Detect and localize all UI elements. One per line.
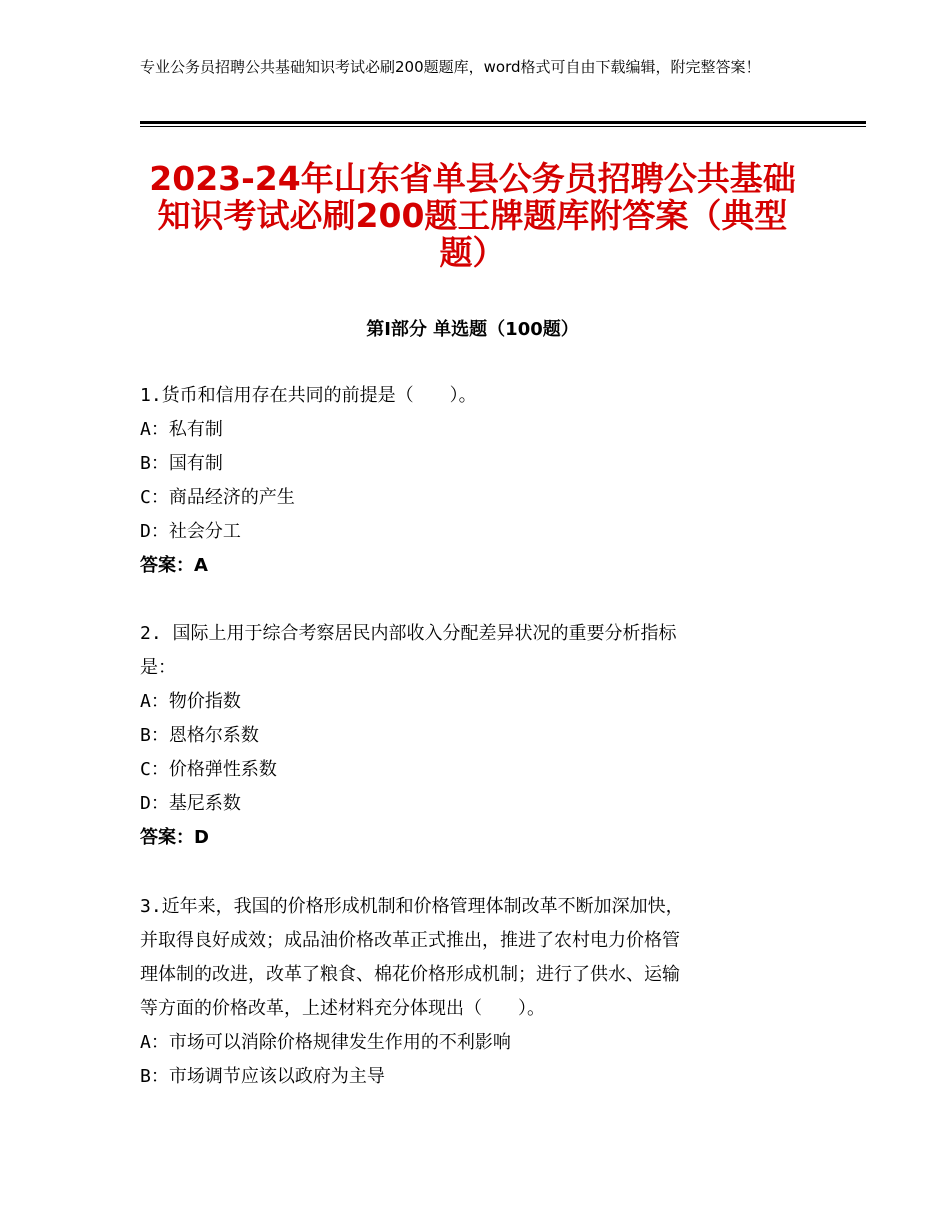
option-d: D：基尼系数 [140,793,241,814]
option-c: C：价格弹性系数 [140,759,277,780]
question-text-cont: 理体制的改进，改革了粮食、棉花价格形成机制；进行了供水、运输 [140,964,680,985]
question-text: 2. 国际上用于综合考察居民内部收入分配差异状况的重要分析指标 [140,623,677,644]
option-a: A：私有制 [140,419,223,440]
question-3 [140,890,805,1094]
document-title: 2023-24年山东省单县公务员招聘公共基础知识考试必刷200题王牌题库附答案（典型题） [149,159,796,272]
option-d: D：社会分工 [140,521,241,542]
question-text-cont: 等方面的价格改革，上述材料充分体现出（ ）。 [140,998,545,1019]
question-text: 3.近年来，我国的价格形成机制和价格管理体制改革不断加深加快， [140,896,684,917]
option-b: B：市场调节应该以政府为主导 [140,1066,385,1087]
question-text: 1.货币和信用存在共同的前提是（ ）。 [140,385,477,406]
question-1 [140,379,805,583]
section-title: 第Ⅰ部分 单选题（100题） [366,319,579,340]
option-b: B：恩格尔系数 [140,725,259,746]
option-b: B：国有制 [140,453,223,474]
option-a: A：市场可以消除价格规律发生作用的不利影响 [140,1032,511,1053]
question-text-cont: 并取得良好成效；成品油价格改革正式推出，推进了农村电力价格管 [140,930,680,951]
question-2 [140,617,805,855]
answer: 答案：D [140,827,209,848]
header-rule-thick [140,121,866,124]
question-text-cont: 是： [140,657,176,678]
header-rule-thin [140,126,866,127]
option-a: A：物价指数 [140,691,241,712]
header-note: 专业公务员招聘公共基础知识考试必刷200题题库，word格式可自由下载编辑，附完整答案！ [140,58,761,76]
answer: 答案：A [140,555,208,576]
option-c: C：商品经济的产生 [140,487,295,508]
